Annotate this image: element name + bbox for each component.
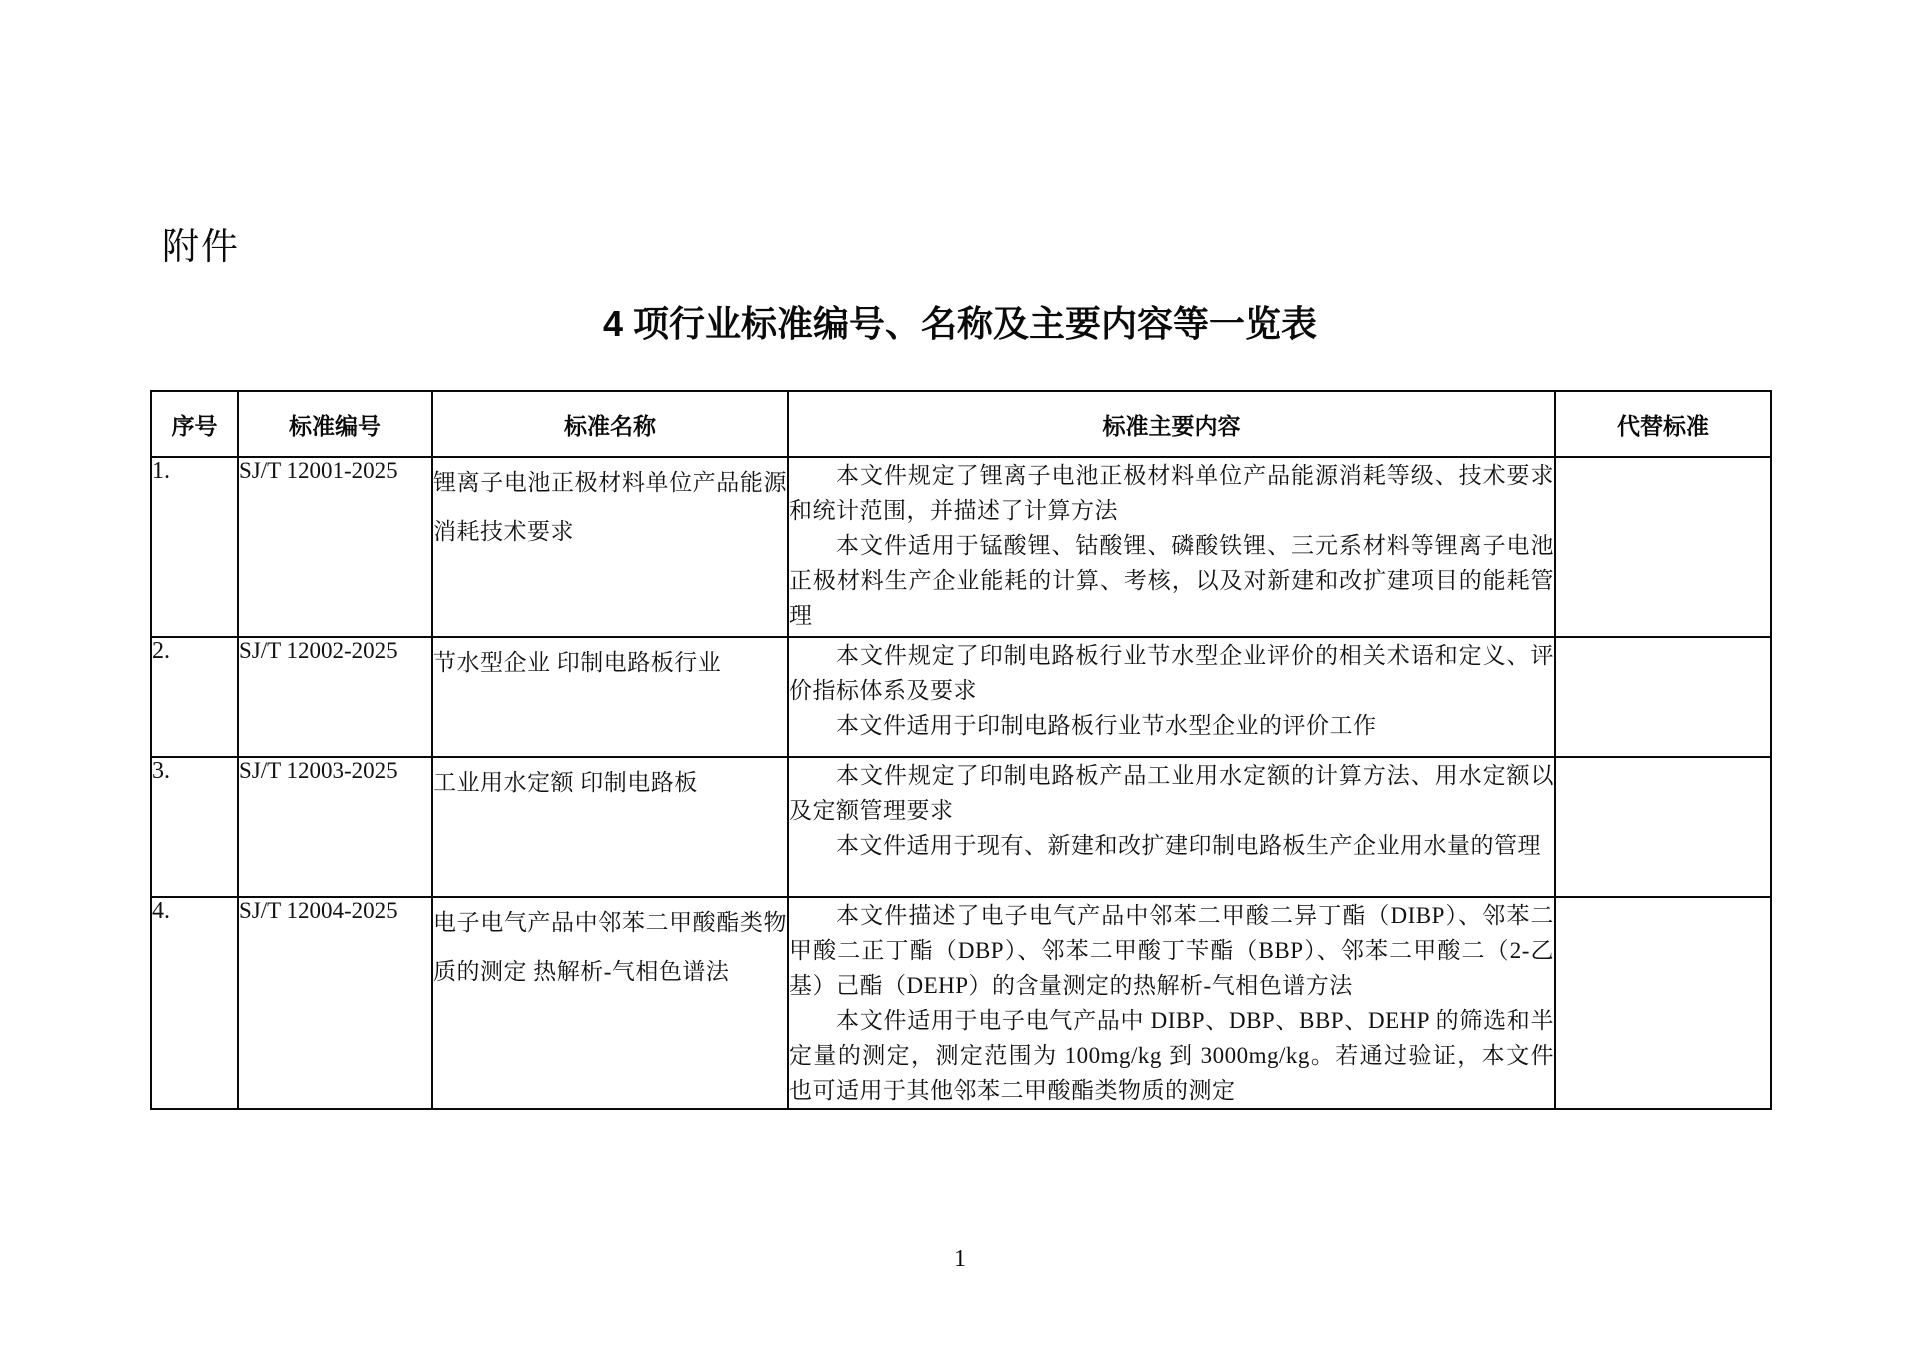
standard-main-content — [788, 897, 1555, 1109]
col-header-standard-code: 标准编号 — [238, 391, 432, 457]
serial-number: 4. — [151, 897, 238, 1109]
page-number: 1 — [954, 1246, 966, 1272]
replaced-standard — [1555, 757, 1771, 897]
standard-main-content — [788, 757, 1555, 897]
col-header-replaced-standard: 代替标准 — [1555, 391, 1771, 457]
content-paragraph: 本文件适用于现有、新建和改扩建印制电路板生产企业用水量的管理 — [836, 833, 1541, 858]
standard-main-content — [788, 637, 1555, 757]
col-header-standard-name: 标准名称 — [432, 391, 788, 457]
page-title: 4 项行业标准编号、名称及主要内容等一览表 — [602, 303, 1318, 344]
standard-code: SJ/T 12002-2025 — [238, 637, 432, 757]
attachment-label: 附件 — [162, 226, 240, 267]
standards-table — [150, 390, 1772, 1110]
serial-number: 1. — [151, 457, 238, 637]
table-header-row — [151, 391, 1771, 457]
standard-name: 锂离子电池正极材料单位产品能源消耗技术要求 — [432, 457, 788, 637]
replaced-standard — [1555, 457, 1771, 637]
serial-number: 2. — [151, 637, 238, 757]
content-paragraph: 本文件规定了印制电路板行业节水型企业评价的相关术语和定义、评价指标体系及要求 — [789, 643, 1554, 703]
standard-code: SJ/T 12001-2025 — [238, 457, 432, 637]
table-head — [151, 391, 1771, 457]
content-paragraph: 本文件适用于印制电路板行业节水型企业的评价工作 — [836, 713, 1377, 738]
content-paragraph: 本文件规定了锂离子电池正极材料单位产品能源消耗等级、技术要求和统计范围，并描述了计算方法 — [789, 463, 1554, 523]
col-header-main-content: 标准主要内容 — [788, 391, 1555, 457]
table-row — [151, 637, 1771, 757]
content-paragraph: 本文件规定了印制电路板产品工业用水定额的计算方法、用水定额以及定额管理要求 — [789, 763, 1554, 823]
replaced-standard — [1555, 637, 1771, 757]
table-body — [151, 457, 1771, 1109]
col-header-serial: 序号 — [151, 391, 238, 457]
replaced-standard — [1555, 897, 1771, 1109]
standard-name: 节水型企业 印制电路板行业 — [432, 637, 788, 757]
serial-number: 3. — [151, 757, 238, 897]
table-row — [151, 757, 1771, 897]
content-paragraph: 本文件描述了电子电气产品中邻苯二甲酸二异丁酯（DIBP）、邻苯二甲酸二正丁酯（DBP）、邻苯二甲酸丁苄酯（BBP）、邻苯二甲酸二（2-乙基）己酯（DEHP）的含量测定的热解析-气相色谱方法 — [789, 903, 1554, 998]
standard-main-content — [788, 457, 1555, 637]
standard-code: SJ/T 12004-2025 — [238, 897, 432, 1109]
standard-name: 工业用水定额 印制电路板 — [432, 757, 788, 897]
table-row — [151, 897, 1771, 1109]
standard-code: SJ/T 12003-2025 — [238, 757, 432, 897]
standard-name: 电子电气产品中邻苯二甲酸酯类物质的测定 热解析-气相色谱法 — [432, 897, 788, 1109]
content-paragraph: 本文件适用于锰酸锂、钴酸锂、磷酸铁锂、三元系材料等锂离子电池正极材料生产企业能耗的计算、考核，以及对新建和改扩建项目的能耗管理 — [789, 533, 1554, 628]
content-paragraph: 本文件适用于电子电气产品中 DIBP、DBP、BBP、DEHP 的筛选和半定量的测定，测定范围为 100mg/kg 到 3000mg/kg。若通过验证，本文件也可适用于其他邻苯二甲酸酯类物质的测定 — [789, 1008, 1554, 1103]
table-row — [151, 457, 1771, 637]
